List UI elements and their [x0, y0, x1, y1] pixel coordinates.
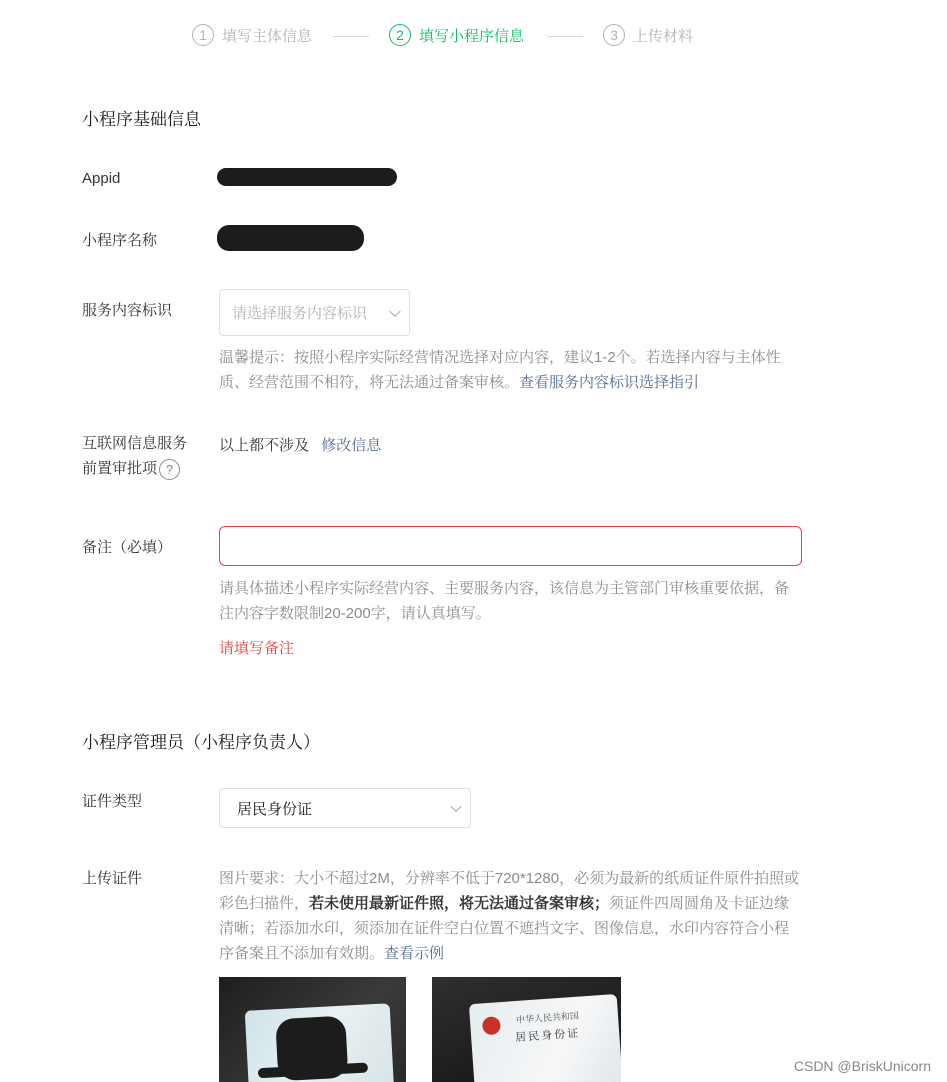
step-1-number: 1 — [192, 24, 214, 46]
step-divider — [333, 36, 369, 37]
id-type-selected-value: 居民身份证 — [237, 800, 313, 818]
step-3-number: 3 — [603, 24, 625, 46]
card-back-title: 中华人民共和国 — [515, 1011, 580, 1027]
internet-approval-label-line2: 前置审批项 — [82, 460, 158, 477]
step-1 — [192, 24, 312, 46]
chevron-down-icon — [389, 305, 400, 316]
remark-input[interactable] — [219, 526, 802, 566]
id-card-front-photo[interactable] — [219, 977, 406, 1082]
step-2 — [389, 24, 524, 46]
watermark: CSDN @BriskUnicorn — [793, 1058, 931, 1074]
remark-hint: 请具体描述小程序实际经营内容、主要服务内容，该信息为主管部门审核重要依据，备注内容字数限制20-200字，请认真填写。 — [219, 580, 790, 622]
edit-info-link[interactable]: 修改信息 — [321, 437, 382, 454]
step-3 — [603, 24, 693, 46]
internet-approval-label-line2-wrap — [82, 456, 187, 481]
upload-id-label: 上传证件 — [82, 870, 143, 887]
internet-approval-label — [82, 431, 187, 481]
internet-approval-value: 以上都不涉及 — [219, 437, 310, 454]
service-content-hint-text: 温馨提示：按照小程序实际经营情况选择对应内容，建议1-2个。若选择内容与主体性质、经营范围不相符，将无法通过备案审核。 — [219, 349, 781, 391]
remark-label: 备注（必填） — [82, 539, 173, 556]
id-card-back — [469, 994, 621, 1082]
step-divider — [547, 36, 583, 37]
service-guide-link[interactable]: 查看服务内容标识选择指引 — [519, 374, 700, 391]
appid-value-redacted — [217, 168, 397, 186]
step-2-number: 2 — [389, 24, 411, 46]
service-content-select[interactable] — [219, 289, 410, 336]
service-content-placeholder: 请选择服务内容标识 — [232, 305, 368, 322]
view-example-link[interactable]: 查看示例 — [384, 945, 445, 962]
id-type-label: 证件类型 — [82, 793, 143, 810]
service-content-label: 服务内容标识 — [82, 302, 173, 319]
help-icon[interactable]: ? — [159, 459, 180, 480]
id-card-front — [245, 1003, 395, 1082]
upload-hint-text-2: 须证件四周圆角及卡证边缘清晰；若添加水印，须添加在证件空白位置不遮挡文字、图像信息，水印内容符合小程序备案且不添加有效期。 — [219, 895, 790, 962]
id-type-select[interactable] — [219, 788, 471, 828]
admin-section-title: 小程序管理员（小程序负责人） — [82, 733, 320, 752]
id-card-back-photo[interactable] — [432, 977, 621, 1082]
step-2-label: 填写小程序信息 — [419, 27, 525, 45]
app-name-label: 小程序名称 — [82, 232, 158, 249]
upload-hint-bold: 若未使用最新证件照，将无法通过备案审核； — [309, 895, 610, 912]
step-3-label: 上传材料 — [633, 27, 694, 45]
appid-label: Appid — [82, 170, 121, 187]
card-back-subtitle: 居民身份证 — [514, 1026, 581, 1045]
basic-info-section-title: 小程序基础信息 — [82, 110, 201, 129]
app-name-value-redacted — [217, 225, 364, 251]
upload-hint-text-1: 图片要求：大小不超过2M，分辨率不低于720*1280，必须为最新的纸质证件原件拍照或彩色扫描件， — [219, 870, 800, 912]
national-emblem-icon — [482, 1016, 501, 1035]
chevron-down-icon — [450, 801, 461, 812]
internet-approval-label-line1: 互联网信息服务 — [82, 435, 188, 452]
service-content-hint — [219, 345, 803, 395]
step-1-label: 填写主体信息 — [222, 27, 313, 45]
internet-approval-value-row — [219, 434, 381, 455]
remark-error-message: 请填写备注 — [219, 640, 295, 657]
upload-id-hint — [219, 866, 803, 966]
progress-stepper — [0, 24, 947, 50]
